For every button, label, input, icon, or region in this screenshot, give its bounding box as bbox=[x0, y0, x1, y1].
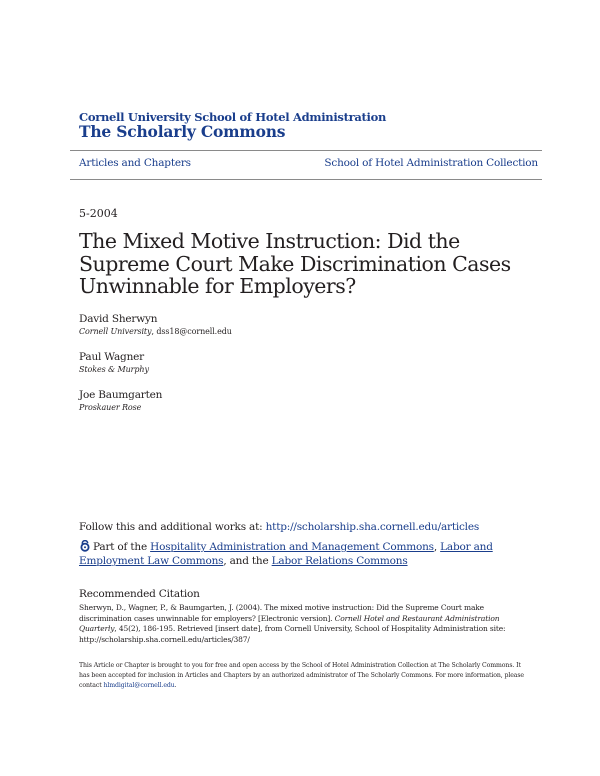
author-affiliation: Cornell University, dss18@cornell.edu bbox=[79, 327, 232, 336]
citation-heading: Recommended Citation bbox=[79, 588, 200, 600]
bottom-divider bbox=[70, 179, 542, 180]
footer-notice: This Article or Chapter is brought to you for free and open access by the School of Hotel Administration Collection at The Scholarly Commons. It has been accepted for inclusion in Articles and Chapters by an authorized administrator of The Scholarly Commons. For more information, please contact hlmdigital@cornell.edu. bbox=[79, 662, 524, 689]
follow-url-link[interactable]: http://scholarship.sha.cornell.edu/articles bbox=[265, 521, 480, 533]
contact-email-link[interactable]: hlmdigital@cornell.edu bbox=[103, 682, 175, 689]
author-name: Paul Wagner bbox=[79, 351, 144, 363]
author-affiliation: Stokes & Murphy bbox=[79, 365, 149, 374]
repository-name[interactable]: The Scholarly Commons bbox=[79, 122, 286, 141]
top-divider bbox=[70, 150, 542, 151]
nav-articles-link[interactable]: Articles and Chapters bbox=[79, 157, 191, 169]
article-title: The Mixed Motive Instruction: Did the Supreme Court Make Discrimination Cases Unwinnable for Employers? bbox=[79, 229, 511, 298]
labor-relations-commons-link[interactable]: Labor Relations Commons bbox=[271, 555, 408, 567]
citation-text: Sherwyn, D., Wagner, P., & Baumgarten, J. (2004). The mixed motive instruction: Did the Supreme Court make discrimination cases unwinnable for employers? [Electronic version]. Cornell Hotel and Restaurant Administration Quarterly, 45(2), 186-195. Retrieved [insert date], from Cornell University, School of Hospitality Administration site: http://scholarship.sha.cornell.edu/articles/387/ bbox=[79, 603, 506, 644]
open-access-icon bbox=[79, 540, 91, 552]
publication-date: 5-2004 bbox=[79, 207, 118, 220]
author-name: Joe Baumgarten bbox=[79, 389, 163, 401]
author-affiliation: Proskauer Rose bbox=[79, 403, 142, 412]
labor-employment-commons-link[interactable]: Labor and Employment Law Commons bbox=[79, 541, 493, 567]
hospitality-commons-link[interactable]: Hospitality Administration and Management Commons bbox=[150, 541, 434, 553]
author-name: David Sherwyn bbox=[79, 313, 158, 325]
nav-collection-link[interactable]: School of Hotel Administration Collection bbox=[324, 157, 538, 169]
institution-name: Cornell University School of Hotel Administration bbox=[79, 110, 387, 124]
follow-line: Follow this and additional works at: http://scholarship.sha.cornell.edu/articles bbox=[79, 521, 480, 533]
part-of-line: Part of the Hospitality Administration and Management Commons, Labor and Employment Law Commons, and the Labor Relations Commons bbox=[79, 541, 493, 567]
